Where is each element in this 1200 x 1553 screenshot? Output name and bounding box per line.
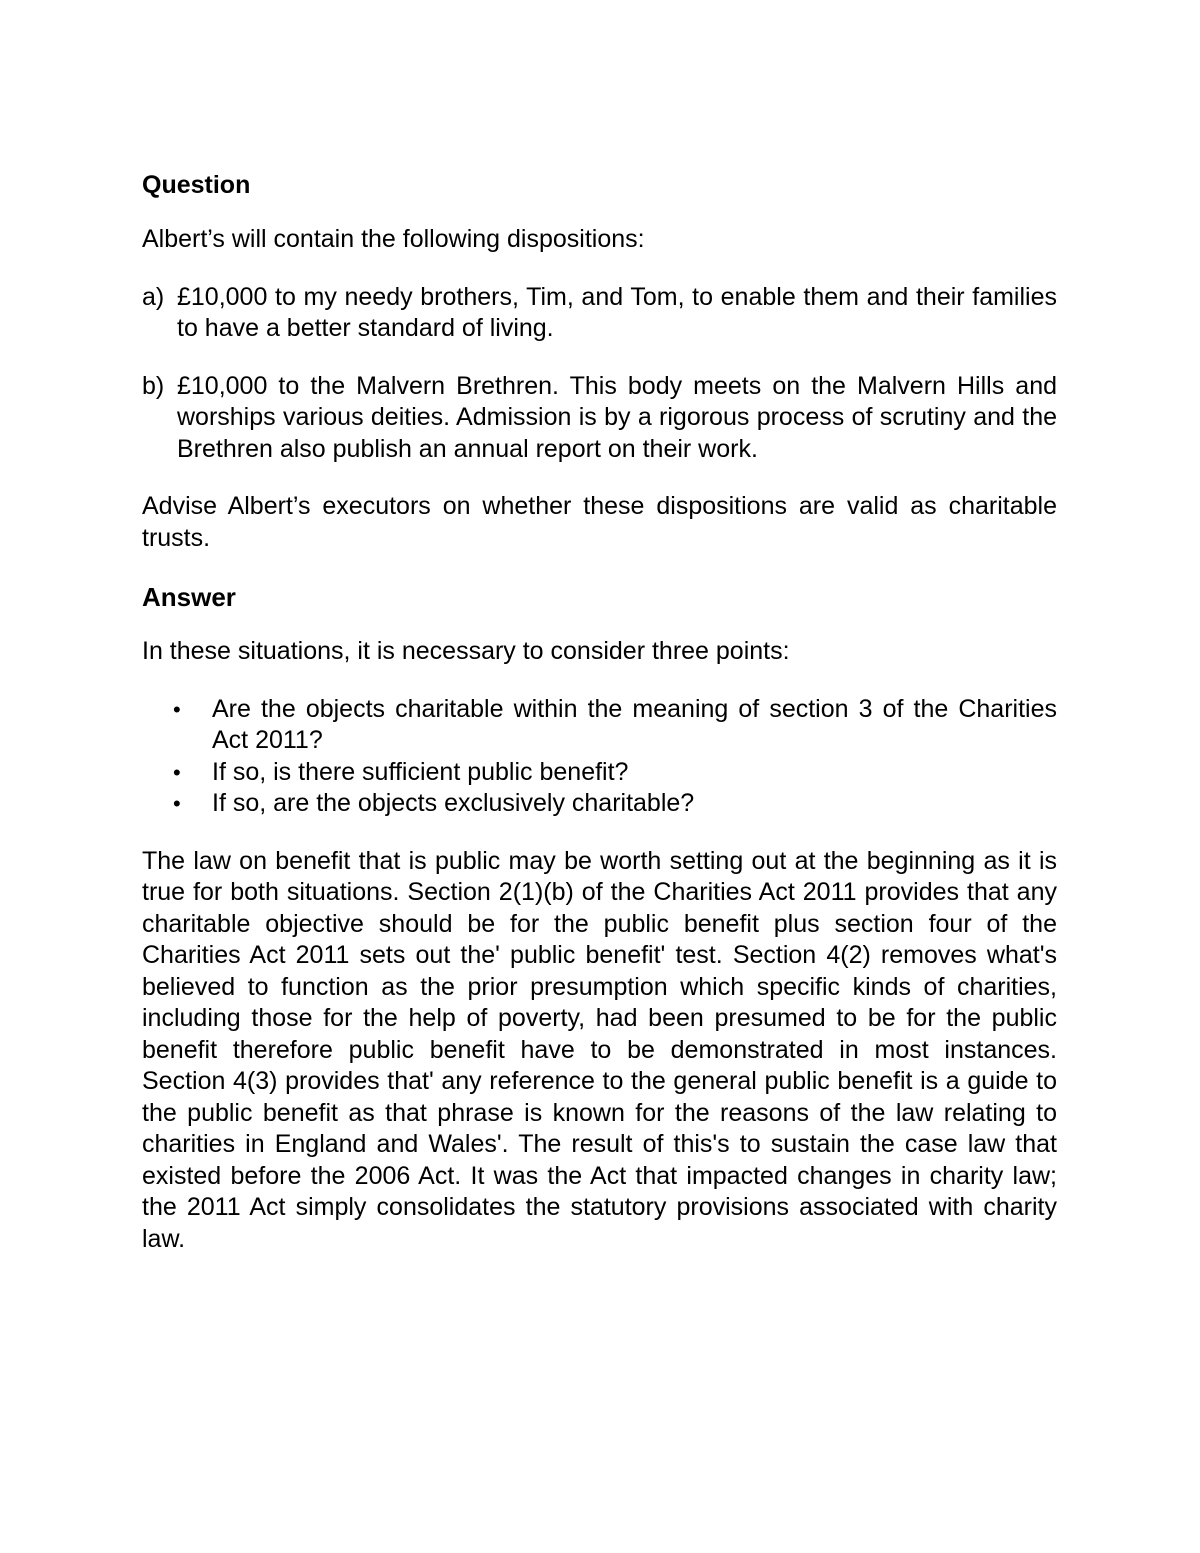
list-item — [142, 757, 1057, 789]
advise-instruction: Advise Albert’s executors on whether these dispositions are valid as charitable trusts. — [142, 492, 1057, 552]
list-item-text: Are the objects charitable within the meaning of section 3 of the Charities Act 2011? — [212, 694, 1057, 754]
list-item — [142, 694, 1057, 757]
bullet-icon: • — [173, 759, 181, 785]
points-list — [142, 694, 1057, 820]
answer-intro: In these situations, it is necessary to consider three points: — [142, 637, 790, 665]
disposition-b — [142, 371, 1057, 466]
question-intro: Albert’s will contain the following dispositions: — [142, 225, 645, 253]
answer-heading: Answer — [142, 582, 236, 612]
list-item-text: If so, is there sufficient public benefit? — [212, 757, 629, 786]
list-item-text: If so, are the objects exclusively charitable? — [212, 789, 695, 817]
public-benefit-paragraph: The law on benefit that is public may be worth setting out at the beginning as it is true for both situations. Section 2(1)(b) of the Charities Act 2011 provides that any charitable objective should be for the public benefit plus section four of the Charities Act 2011 sets out the' public benefit' test. Section 4(2) removes what's believed to function as the prior presumption which specific kinds of charities, including those for the help of poverty, had been presumed to be for the public benefit therefore public benefit have to be demonstrated in most instances. Section 4(3) provides that' any reference to the general public benefit is a guide to the public benefit as that phrase is known for the reasons of the law relating to charities in England and Wales'. The result of this's to sustain the case law that existed before the 2006 Act. It was the Act that impacted changes in charity law; the 2011 Act simply consolidates the statutory provisions associated with charity law. — [142, 846, 1057, 1253]
question-heading: Question — [142, 171, 251, 199]
disposition-a — [142, 282, 1057, 345]
document-page — [142, 168, 1057, 1255]
disposition-b-marker: b) — [142, 371, 165, 400]
bullet-icon: • — [173, 696, 181, 722]
list-item — [142, 788, 1057, 820]
disposition-a-marker: a) — [142, 282, 165, 311]
disposition-a-text: £10,000 to my needy brothers, Tim, and Tom, to enable them and their families to have a better standard of living. — [177, 282, 1057, 342]
disposition-b-text: £10,000 to the Malvern Brethren. This body meets on the Malvern Hills and worships various deities. Admission is by a rigorous process of scrutiny and the Brethren also publish an annual report on their work. — [177, 371, 1057, 463]
bullet-icon: • — [173, 791, 181, 816]
